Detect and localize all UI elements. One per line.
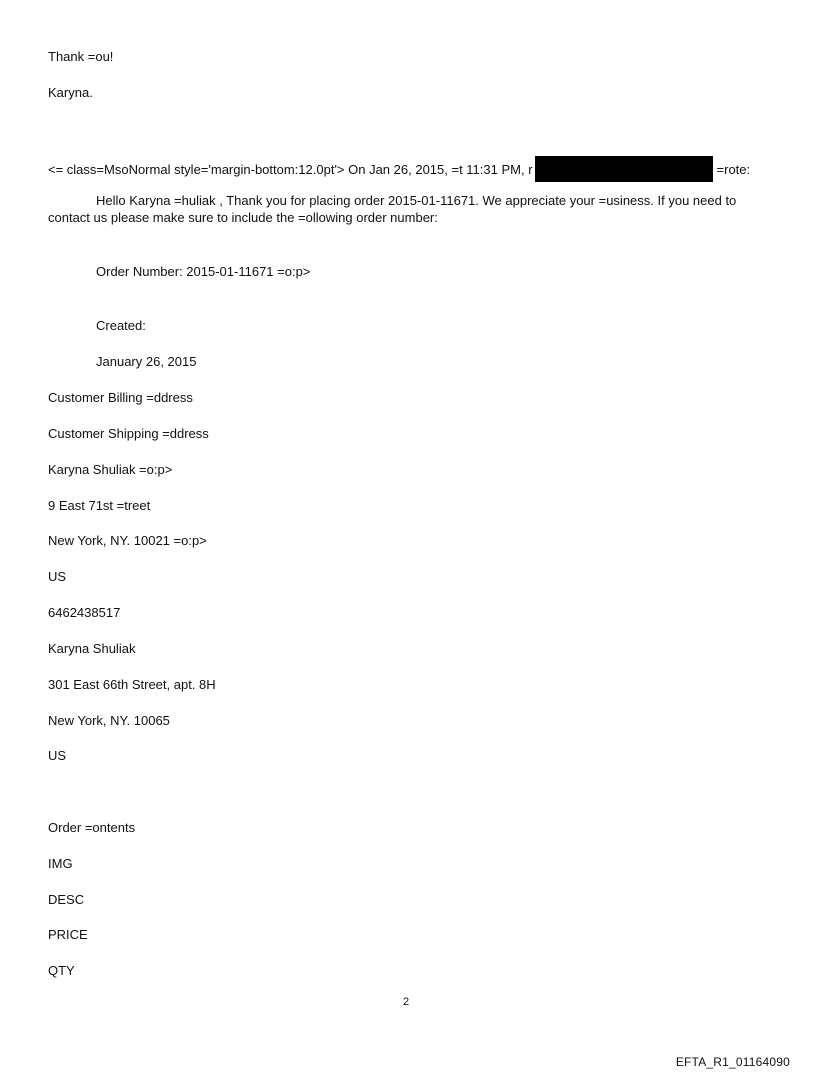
billing-street: 9 East 71st =treet <box>48 498 151 513</box>
page-number: 2 <box>403 996 410 1008</box>
quoted-header <box>48 156 750 182</box>
billing-address-heading: Customer Billing =ddress <box>48 390 193 405</box>
shipping-street: 301 East 66th Street, apt. 8H <box>48 677 216 692</box>
column-img: IMG <box>48 856 73 871</box>
shipping-city: New York, NY. 10065 <box>48 713 170 728</box>
quoted-header-prefix: <= class=MsoNormal style='margin-bottom:12.0pt'> On Jan 26, 2015, =t 11:31 PM, r <box>48 162 533 177</box>
column-qty: QTY <box>48 963 75 978</box>
billing-name: Karyna Shuliak =o:p> <box>48 462 173 477</box>
shipping-country: US <box>48 748 67 763</box>
bates-id: EFTA_R1_01164090 <box>675 1055 790 1069</box>
billing-country: US <box>48 569 67 584</box>
signature-line: Karyna. <box>48 85 93 100</box>
column-price: PRICE <box>48 927 88 942</box>
order-contents-heading: Order =ontents <box>48 820 136 835</box>
column-desc: DESC <box>48 892 85 907</box>
billing-phone: 6462438517 <box>48 605 121 620</box>
billing-city: New York, NY. 10021 =o:p> <box>48 533 207 548</box>
created-date: January 26, 2015 <box>96 354 197 369</box>
quoted-header-suffix: =rote: <box>716 162 751 177</box>
shipping-address-heading: Customer Shipping =ddress <box>48 426 209 441</box>
closing-line: Thank =ou! <box>48 49 114 64</box>
shipping-name: Karyna Shuliak <box>48 641 136 656</box>
order-number-line: Order Number: 2015-01-11671 =o:p> <box>96 264 311 279</box>
created-label: Created: <box>96 318 146 333</box>
greeting-paragraph: Hello Karyna =huliak , Thank you for placing order 2015-01-11671. We appreciate your =usiness. If you need to contact us please make sure to include the =ollowing order number: <box>48 193 737 225</box>
redaction-block <box>535 156 713 182</box>
